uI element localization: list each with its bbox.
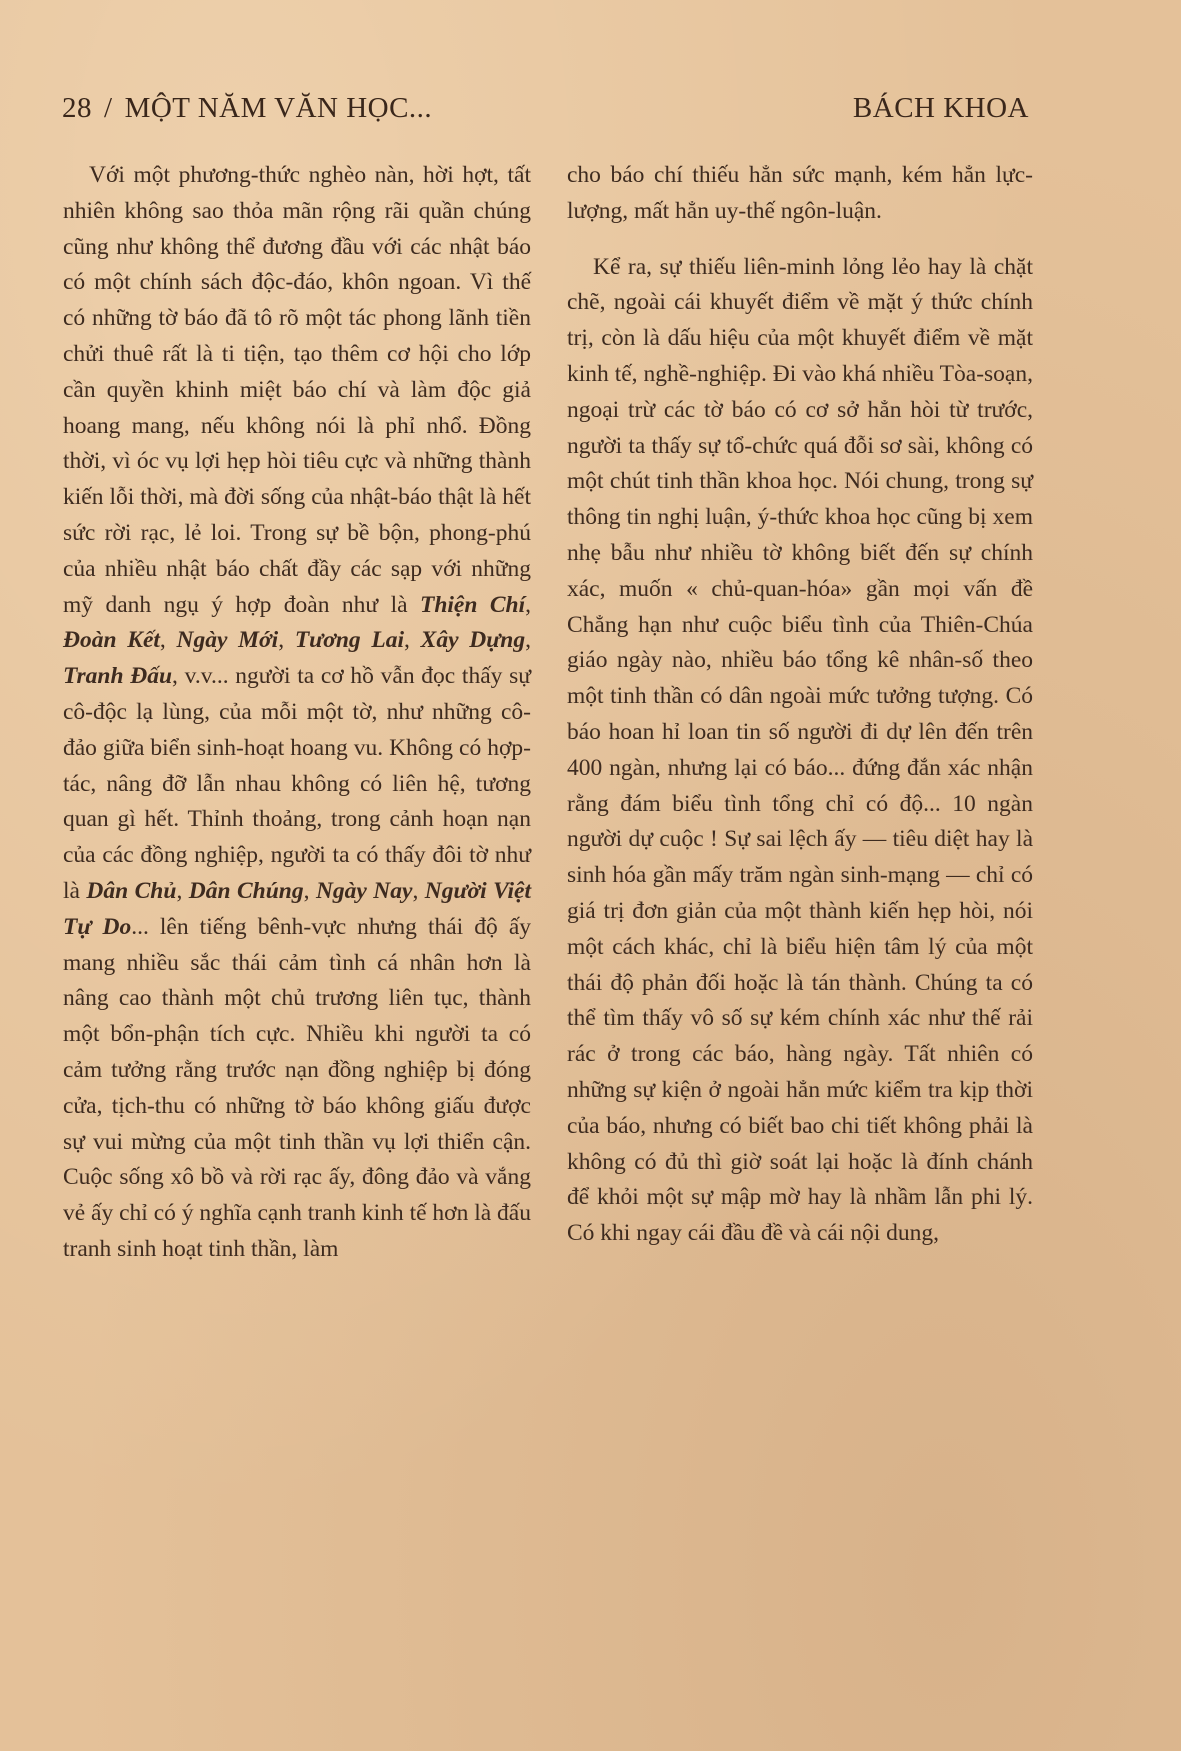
- newspaper-name: Thiện Chí: [419, 591, 526, 618]
- paragraph: [63, 158, 531, 1268]
- newspaper-name: Đoàn Kết: [63, 627, 160, 654]
- text-run: ,: [525, 591, 532, 618]
- running-title: MỘT NĂM VĂN HỌC...: [124, 92, 433, 124]
- header-separator: /: [104, 92, 113, 124]
- newspaper-name: Dân Chúng: [188, 877, 304, 904]
- newspaper-name: Dân Chủ: [86, 877, 177, 904]
- newspaper-name: Tranh Đấu: [63, 663, 173, 690]
- paragraph: Kể ra, sự thiếu liên-minh lỏng lẻo hay là chặt chẽ, ngoài cái khuyết điểm về mặt ý thức chính trị, còn là dấu hiệu của một khuyết điểm về mặt kinh tế, nghề-nghiệp. Đi vào khá nhiều Tòa-soạn, ngoại trừ các tờ báo có cơ sở hẳn hòi từ trước, người ta thấy sự tổ-chức quá đỗi sơ sài, không có một chút tinh thần khoa học. Nói chung, trong sự thông tin nghị luận, ý-thức khoa học cũng bị xem nhẹ bẫu như nhiều tờ không biết đến sự chính xác, muốn « chủ-quan-hóa» gần mọi vấn đề Chẳng hạn như cuộc biểu tình của Thiên-Chúa giáo ngày nào, nhiều báo tổng kê nhân-số theo một tinh thần có dân ngoài mức tưởng tượng. Có báo hoan hỉ loan tin số người đi dự lên đến trên 400 ngàn, nhưng lại có báo... đứng đắn xác nhận rằng đám biểu tình tổng chỉ có độ... 10 ngàn người dự cuộc ! Sự sai lệch ấy — tiêu diệt hay là sinh hóa gần mấy trăm ngàn sinh-mạng — chỉ có giá trị đơn giản của một thành kiến hẹp hòi, nói một cách khác, chỉ là biểu hiện tâm lý của một thái độ phản đối hoặc là tán thành. Chúng ta có thể tìm thấy vô số sự kém chính xác như thế rải rác ở trong các báo, hàng ngày. Tất nhiên có những sự kiện ở ngoài hẳn mức kiểm tra kịp thời của báo, nhưng có biết bao chi tiết không phải là không có đủ thì giờ soát lại hoặc là đính chánh để khỏi một sự mập mờ hay là nhầm lẫn phi lý. Có khi ngay cái đầu đề và cái nội dung,: [567, 253, 1033, 1247]
- text-run: , v.v... người ta cơ hồ vẫn đọc thấy sự cô-độc lạ lùng, của mỗi một tờ, như những cô-đảo giữa biển sinh-hoạt hoang vu. Không có hợp-tác, nâng đỡ lẫn nhau không có liên hệ, tương quan gì hết. Thỉnh thoảng, trong cảnh hoạn nạn của các đồng nghiệp, người ta có thấy đôi tờ như là: [63, 663, 531, 904]
- header-left: [62, 92, 432, 125]
- newspaper-name: Tương Lai: [294, 627, 405, 654]
- journal-name: BÁCH KHOA: [852, 92, 1029, 124]
- newspaper-name: Ngày Mới: [176, 627, 279, 654]
- text-run: ,: [404, 627, 421, 654]
- text-run: ,: [303, 877, 316, 904]
- right-column: [567, 158, 1033, 1252]
- text-run: ,: [412, 877, 425, 904]
- text-run: ... lên tiếng bênh-vực nhưng thái độ ấy mang nhiều sắc thái cảm tình cá nhân hơn là nâng cao thành một chủ trương liên tục, thành một bổn-phận tích cực. Nhiều khi người ta có cảm tưởng rằng trước nạn đồng nghiệp bị đóng cửa, tịch-thu có những tờ báo không giấu được sự vui mừng của một tinh thần vụ lợi thiển cận. Cuộc sống xô bồ và rời rạc ấy, đông đảo và vắng vẻ ấy chỉ có ý nghĩa cạnh tranh kinh tế hơn là đấu tranh sinh hoạt tinh thần, làm: [63, 913, 532, 1262]
- newspaper-name: Người Việt Tự Do: [63, 877, 531, 940]
- left-column: [63, 158, 531, 1268]
- text-run: Với một phương-thức nghèo nàn, hời hợt, tất nhiên không sao thỏa mãn rộng rãi quần chúng cũng như không thể đương đầu với các nhật báo có một chính sách độc-đáo, khôn ngoan. Vì thế có những tờ báo đã tô rõ một tác phong lãnh tiền chửi thuê rất là ti tiện, tạo thêm cơ hội cho lớp cần quyền khinh miệt báo chí và làm độc giả hoang mang, nếu không nói là phỉ nhổ. Đồng thời, vì óc vụ lợi hẹp hòi tiêu cực và những thành kiến lỗi thời, mà đời sống của nhật-báo thật là hết sức rời rạc, lẻ loi. Trong sự bề bộn, phong-phú của nhiều nhật báo chất đầy các sạp với những mỹ danh ngụ ý hợp đoàn như là: [63, 162, 531, 618]
- text-run: ,: [176, 877, 189, 904]
- paragraph-continuation: cho báo chí thiếu hẳn sức mạnh, kém hẳn lực-lượng, mất hẳn uy-thế ngôn-luận.: [567, 162, 1033, 224]
- newspaper-name: Xây Dựng: [420, 627, 526, 654]
- page-number: 28: [62, 92, 92, 124]
- newspaper-name: Ngày Nay: [315, 877, 413, 904]
- text-run: ,: [525, 627, 531, 654]
- text-run: ,: [159, 627, 177, 654]
- running-header: [62, 92, 1029, 132]
- text-run: ,: [278, 627, 295, 654]
